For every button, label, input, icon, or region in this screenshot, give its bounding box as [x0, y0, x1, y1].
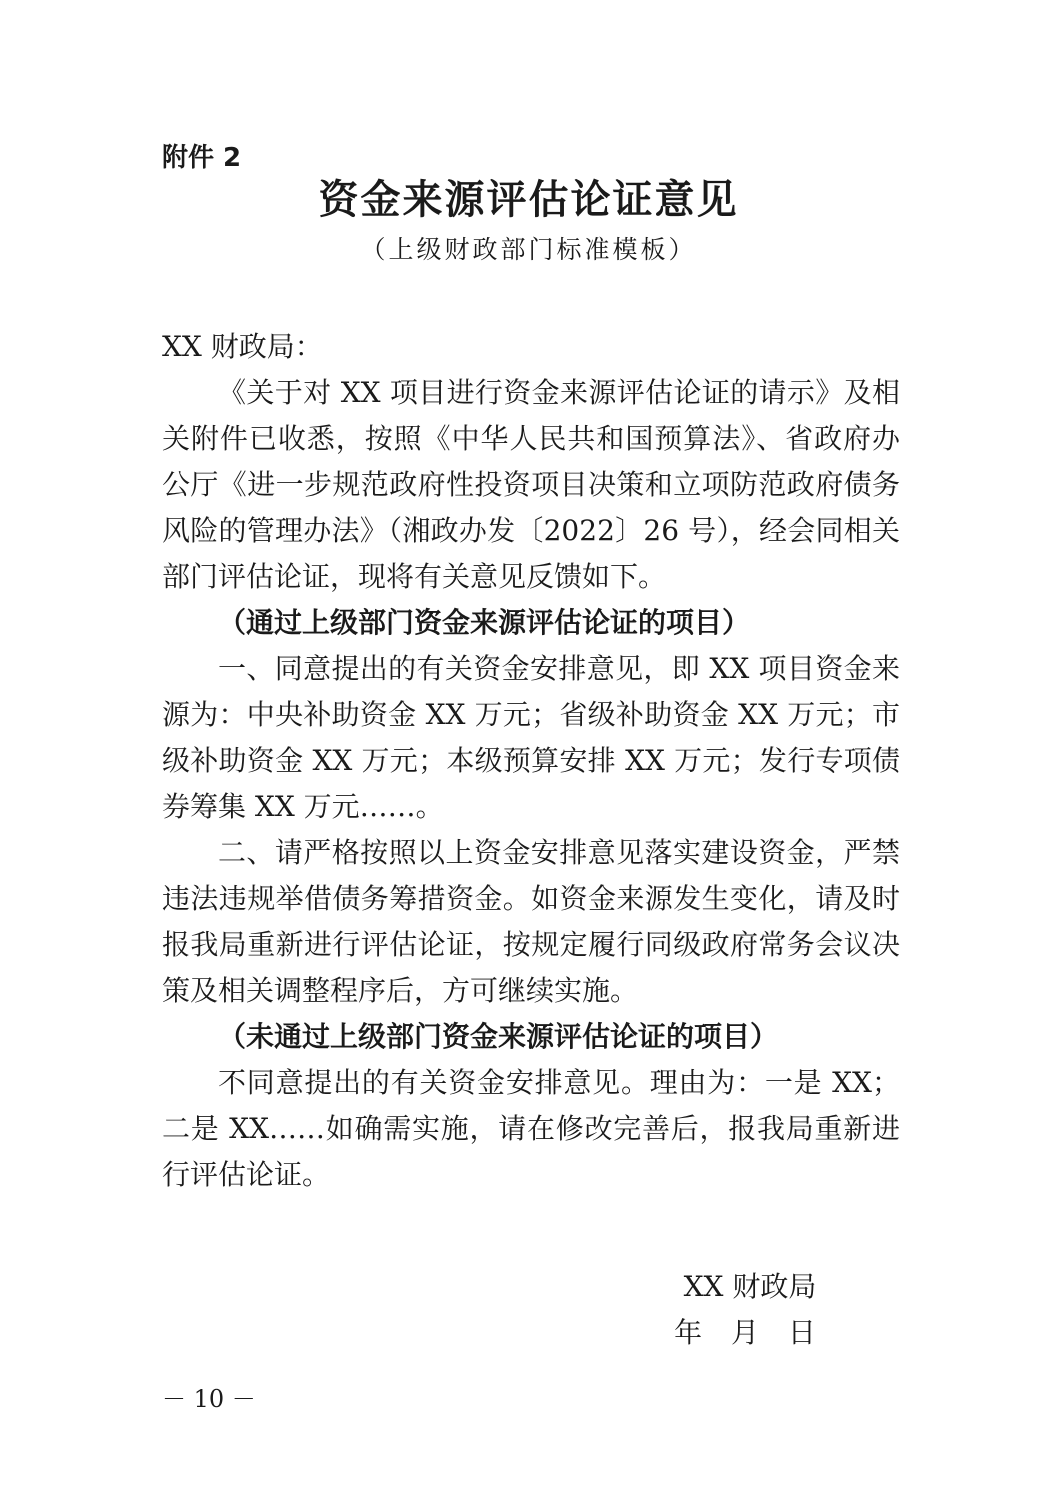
- document-subtitle: （上级财政部门标准模板）: [360, 235, 697, 264]
- signature-block: [650, 1264, 850, 1356]
- intro-paragraph: 《关于对 XX 项目进行资金来源评估论证的请示》及相关附件已收悉，按照《中华人民共和国预算法》、省政府办公厅《进一步规范政府性投资项目决策和立项防范政府债务风险的管理办法》（湘政办发〔2022〕26 号），经会同相关部门评估论证，现将有关意见反馈如下。: [162, 376, 900, 593]
- approved-point-1: 一、同意提出的有关资金安排意见，即 XX 项目资金来源为：中央补助资金 XX 万元；省级补助资金 XX 万元；市级补助资金 XX 万元；本级预算安排 XX 万元；发行专项债券筹集 XX 万元……。: [162, 652, 900, 823]
- signature-date: 年 月 日: [674, 1316, 826, 1349]
- document-title: 资金来源评估论证意见: [318, 176, 739, 223]
- rejected-section-heading: （未通过上级部门资金来源评估论证的项目）: [218, 1020, 779, 1053]
- approved-point-2: 二、请严格按照以上资金安排意见落实建设资金，严禁违法违规举借债务筹措资金。如资金来源发生变化，请及时报我局重新进行评估论证，按规定履行同级政府常务会议决策及相关调整程序后，方可继续实施。: [162, 836, 900, 1007]
- signature-org: XX 财政局: [683, 1270, 817, 1303]
- attachment-label: 附件 2: [162, 143, 242, 173]
- approved-section-heading: （通过上级部门资金来源评估论证的项目）: [218, 606, 751, 639]
- rejected-paragraph: 不同意提出的有关资金安排意见。理由为：一是 XX；二是 XX……如确需实施，请在修改完善后，报我局重新进行评估论证。: [162, 1066, 900, 1191]
- document-body: [162, 324, 900, 1198]
- salutation: XX 财政局：: [162, 330, 323, 363]
- page-number: － 10 －: [162, 1385, 256, 1413]
